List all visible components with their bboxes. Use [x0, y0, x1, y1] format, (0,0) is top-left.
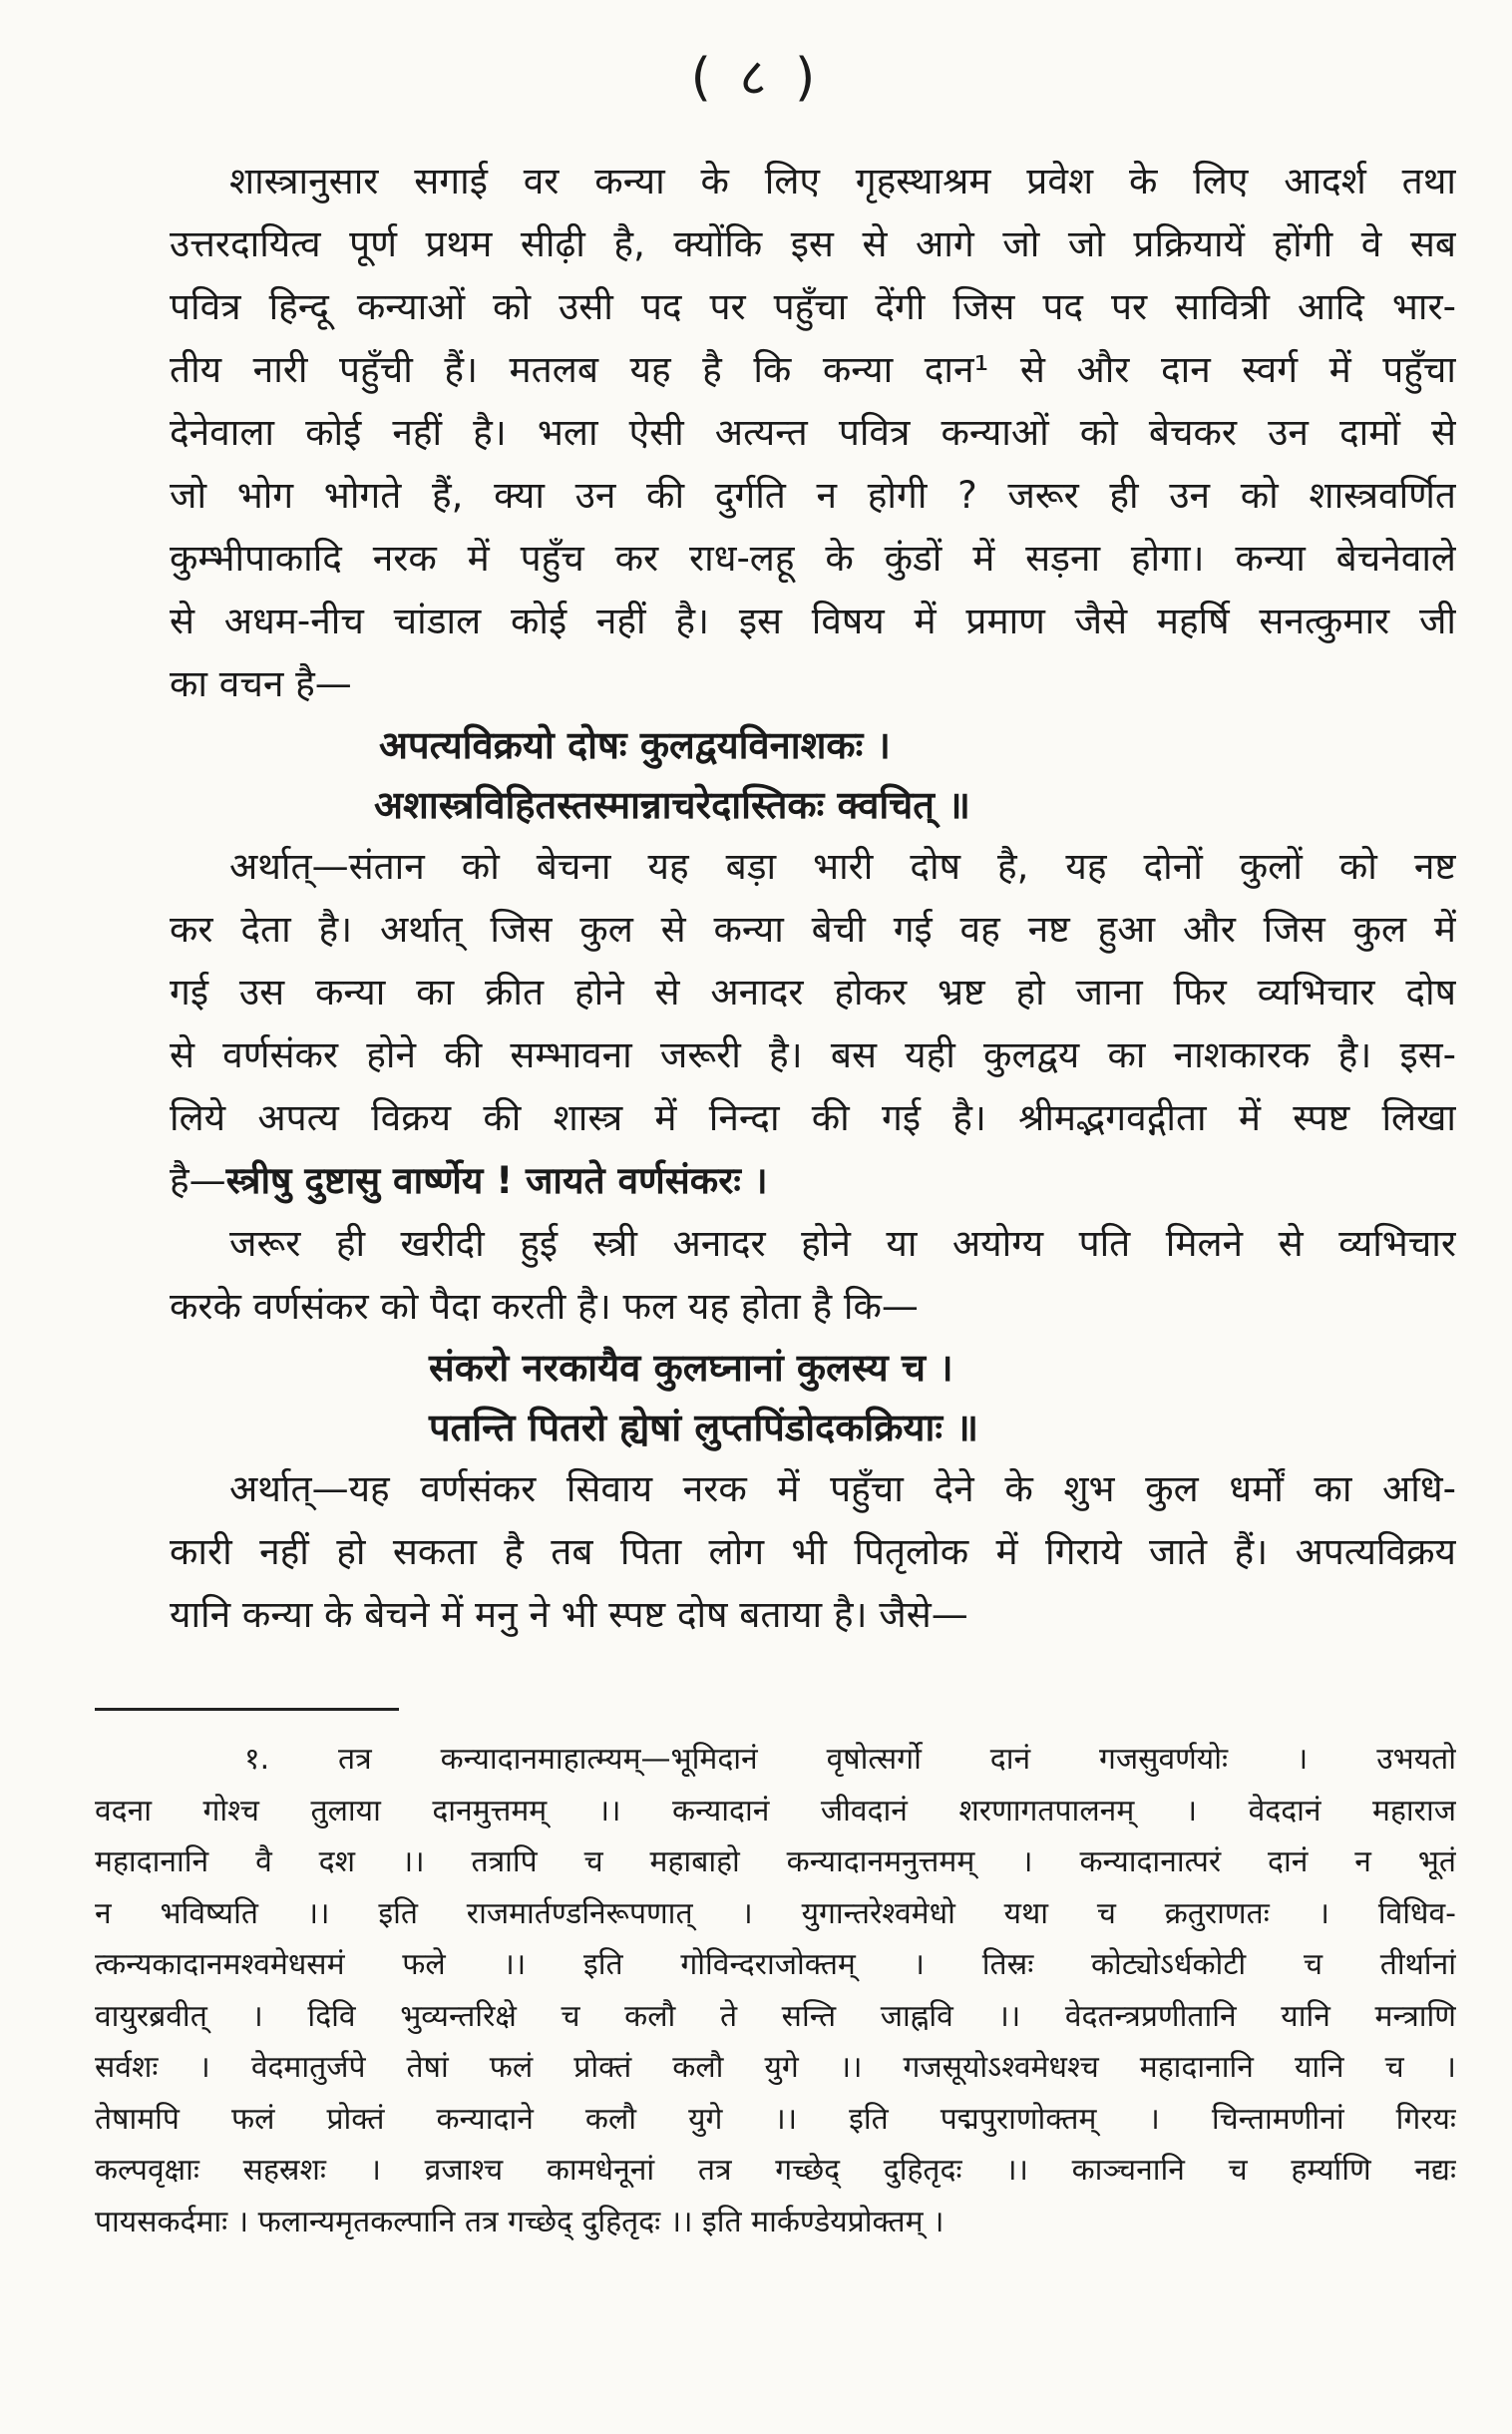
- verse-line: अशास्त्रविहितस्तस्मान्नाचरेदास्तिकः क्वचित् ॥: [374, 783, 970, 827]
- text-line: जो भोग भोगते हैं, क्या उन की दुर्गति न होगी ? जरूर ही उन को शास्त्रवर्णित: [170, 474, 1456, 517]
- verse-block-1: [170, 715, 1456, 835]
- text-line: कारी नहीं हो सकता है तब पिता लोग भी पितृलोक में गिराये जाते हैं। अपत्यविक्रय: [170, 1530, 1456, 1573]
- paragraph-2: [170, 835, 1456, 1212]
- text-line: लिये अपत्य विक्रय की शास्त्र में निन्दा की गई है। श्रीमद्भगवद्गीता में स्पष्ट लिखा: [170, 1096, 1456, 1139]
- footnote-line: महादानानि वै दश ।। तत्रापि च महाबाहो कन्यादानमनुत्तमम् । कन्यादानात्परं दानं न भूतं: [95, 1844, 1456, 1879]
- page-number: ( ८ ): [690, 48, 822, 108]
- text-line: उत्तरदायित्व पूर्ण प्रथम सीढ़ी है, क्योंकि इस से आगे जो जो प्रक्रियायें होंगी वे सब: [170, 222, 1456, 265]
- footnote-line: त्कन्यकादानमश्वमेधसमं फले ।। इति गोविन्दराजोक्तम् । तिस्रः कोट्योऽर्धकोटी च तीर्थानां: [95, 1947, 1456, 1982]
- text-line: जरूर ही खरीदी हुई स्त्री अनादर होने या अयोग्य पति मिलने से व्यभिचार: [229, 1222, 1456, 1265]
- verse-line: संकरो नरकायैव कुलघ्नानां कुलस्य च ।: [429, 1346, 953, 1390]
- text-line: से वर्णसंकर होने की सम्भावना जरूरी है। बस यही कुलद्वय का नाशकारक है। इस-: [170, 1033, 1456, 1076]
- text-line: करके वर्णसंकर को पैदा करती है। फल यह होता है कि—: [170, 1285, 919, 1328]
- text-line: अर्थात्—संतान को बेचना यह बड़ा भारी दोष है, यह दोनों कुलों को नष्ट: [229, 845, 1456, 888]
- main-text: [170, 150, 1456, 1646]
- footnote: [95, 1734, 1456, 2247]
- text-line: से अधम-नीच चांडाल कोई नहीं है। इस विषय में प्रमाण जैसे महर्षि सनत्कुमार जी: [170, 600, 1456, 642]
- paragraph-1: [170, 150, 1456, 715]
- gita-prefix: है—: [170, 1159, 226, 1202]
- footnote-line: कल्पवृक्षाः सहस्रशः । व्रजाश्च कामधेनूनां तत्र गच्छेद् दुहितृदः ।। काञ्चनानि च हर्म्याणि नद्यः: [95, 2153, 1456, 2188]
- verse-line: अपत्यविक्रयो दोषः कुलद्वयविनाशकः ।: [379, 723, 891, 767]
- text-line: तीय नारी पहुँची हैं। मतलब यह है कि कन्या दान¹ से और दान स्वर्ग में पहुँचा: [170, 348, 1456, 391]
- paragraph-4: [170, 1457, 1456, 1646]
- text-line: कुम्भीपाकादि नरक में पहुँच कर राध-लहू के कुंडों में सड़ना होगा। कन्या बेचनेवाले: [170, 537, 1456, 580]
- text-line: अर्थात्—यह वर्णसंकर सिवाय नरक में पहुँचा देने के शुभ कुल धर्मों का अधि-: [229, 1467, 1456, 1510]
- footnote-line: न भविष्यति ।। इति राजमार्तण्डनिरूपणात् । युगान्तरेश्वमेधो यथा च क्रतुराणतः । विधिव-: [95, 1895, 1456, 1931]
- text-line: गई उस कन्या का क्रीत होने से अनादर होकर भ्रष्ट हो जाना फिर व्यभिचार दोष: [170, 971, 1456, 1014]
- footnote-divider: [95, 1708, 399, 1711]
- gita-quote: स्त्रीषु दुष्टासु वार्ष्णेय ! जायते वर्णसंकरः ।: [225, 1159, 768, 1202]
- text-line: कर देता है। अर्थात् जिस कुल से कन्या बेची गई वह नष्ट हुआ और जिस कुल में: [170, 908, 1456, 951]
- text-line: पवित्र हिन्दू कन्याओं को उसी पद पर पहुँचा देंगी जिस पद पर सावित्री आदि भार-: [170, 285, 1456, 328]
- verse-line: पतन्ति पितरो ह्येषां लुप्तपिंडोदकक्रियाः ॥: [429, 1406, 978, 1449]
- footnote-line: १. तत्र कन्यादानमाहात्म्यम्—भूमिदानं वृषोत्सर्गो दानं गजसुवर्णयोः । उभयतो: [244, 1742, 1456, 1777]
- text-line: यानि कन्या के बेचने में मनु ने भी स्पष्ट दोष बताया है। जैसे—: [170, 1593, 968, 1636]
- footnote-line: वायुरब्रवीत् । दिवि भुव्यन्तरिक्षे च कलौ ते सन्ति जाह्नवि ।। वेदतन्त्रप्रणीतानि यानि मन्त्राणि: [95, 1998, 1456, 2034]
- text-line: का वचन है—: [170, 662, 352, 705]
- footnote-line: सर्वशः । वेदमातुर्जपे तेषां फलं प्रोक्तं कलौ युगे ।। गजसूयोऽश्वमेधश्च महादानानि यानि च ।: [95, 2050, 1456, 2085]
- paragraph-3: [170, 1212, 1456, 1338]
- verse-block-2: [170, 1338, 1456, 1457]
- footnote-line: तेषामपि फलं प्रोक्तं कन्यादाने कलौ युगे ।। इति पद्मपुराणोक्तम् । चिन्तामणीनां गिरयः: [95, 2101, 1456, 2137]
- gita-quote-line: [170, 1149, 1456, 1212]
- text-line: शास्त्रानुसार सगाई वर कन्या के लिए गृहस्थाश्रम प्रवेश के लिए आदर्श तथा: [229, 160, 1456, 203]
- text-line: देनेवाला कोई नहीं है। भला ऐसी अत्यन्त पवित्र कन्याओं को बेचकर उन दामों से: [170, 411, 1456, 454]
- footnote-line: पायसकर्दमाः । फलान्यमृतकल्पानि तत्र गच्छेद् दुहितृदः ।। इति मार्कण्डेयप्रोक्तम् ।: [95, 2204, 945, 2239]
- footnote-line: वदना गोश्च तुलाया दानमुत्तमम् ।। कन्यादानं जीवदानं शरणागतपालनम् । वेददानं महाराज: [95, 1793, 1456, 1828]
